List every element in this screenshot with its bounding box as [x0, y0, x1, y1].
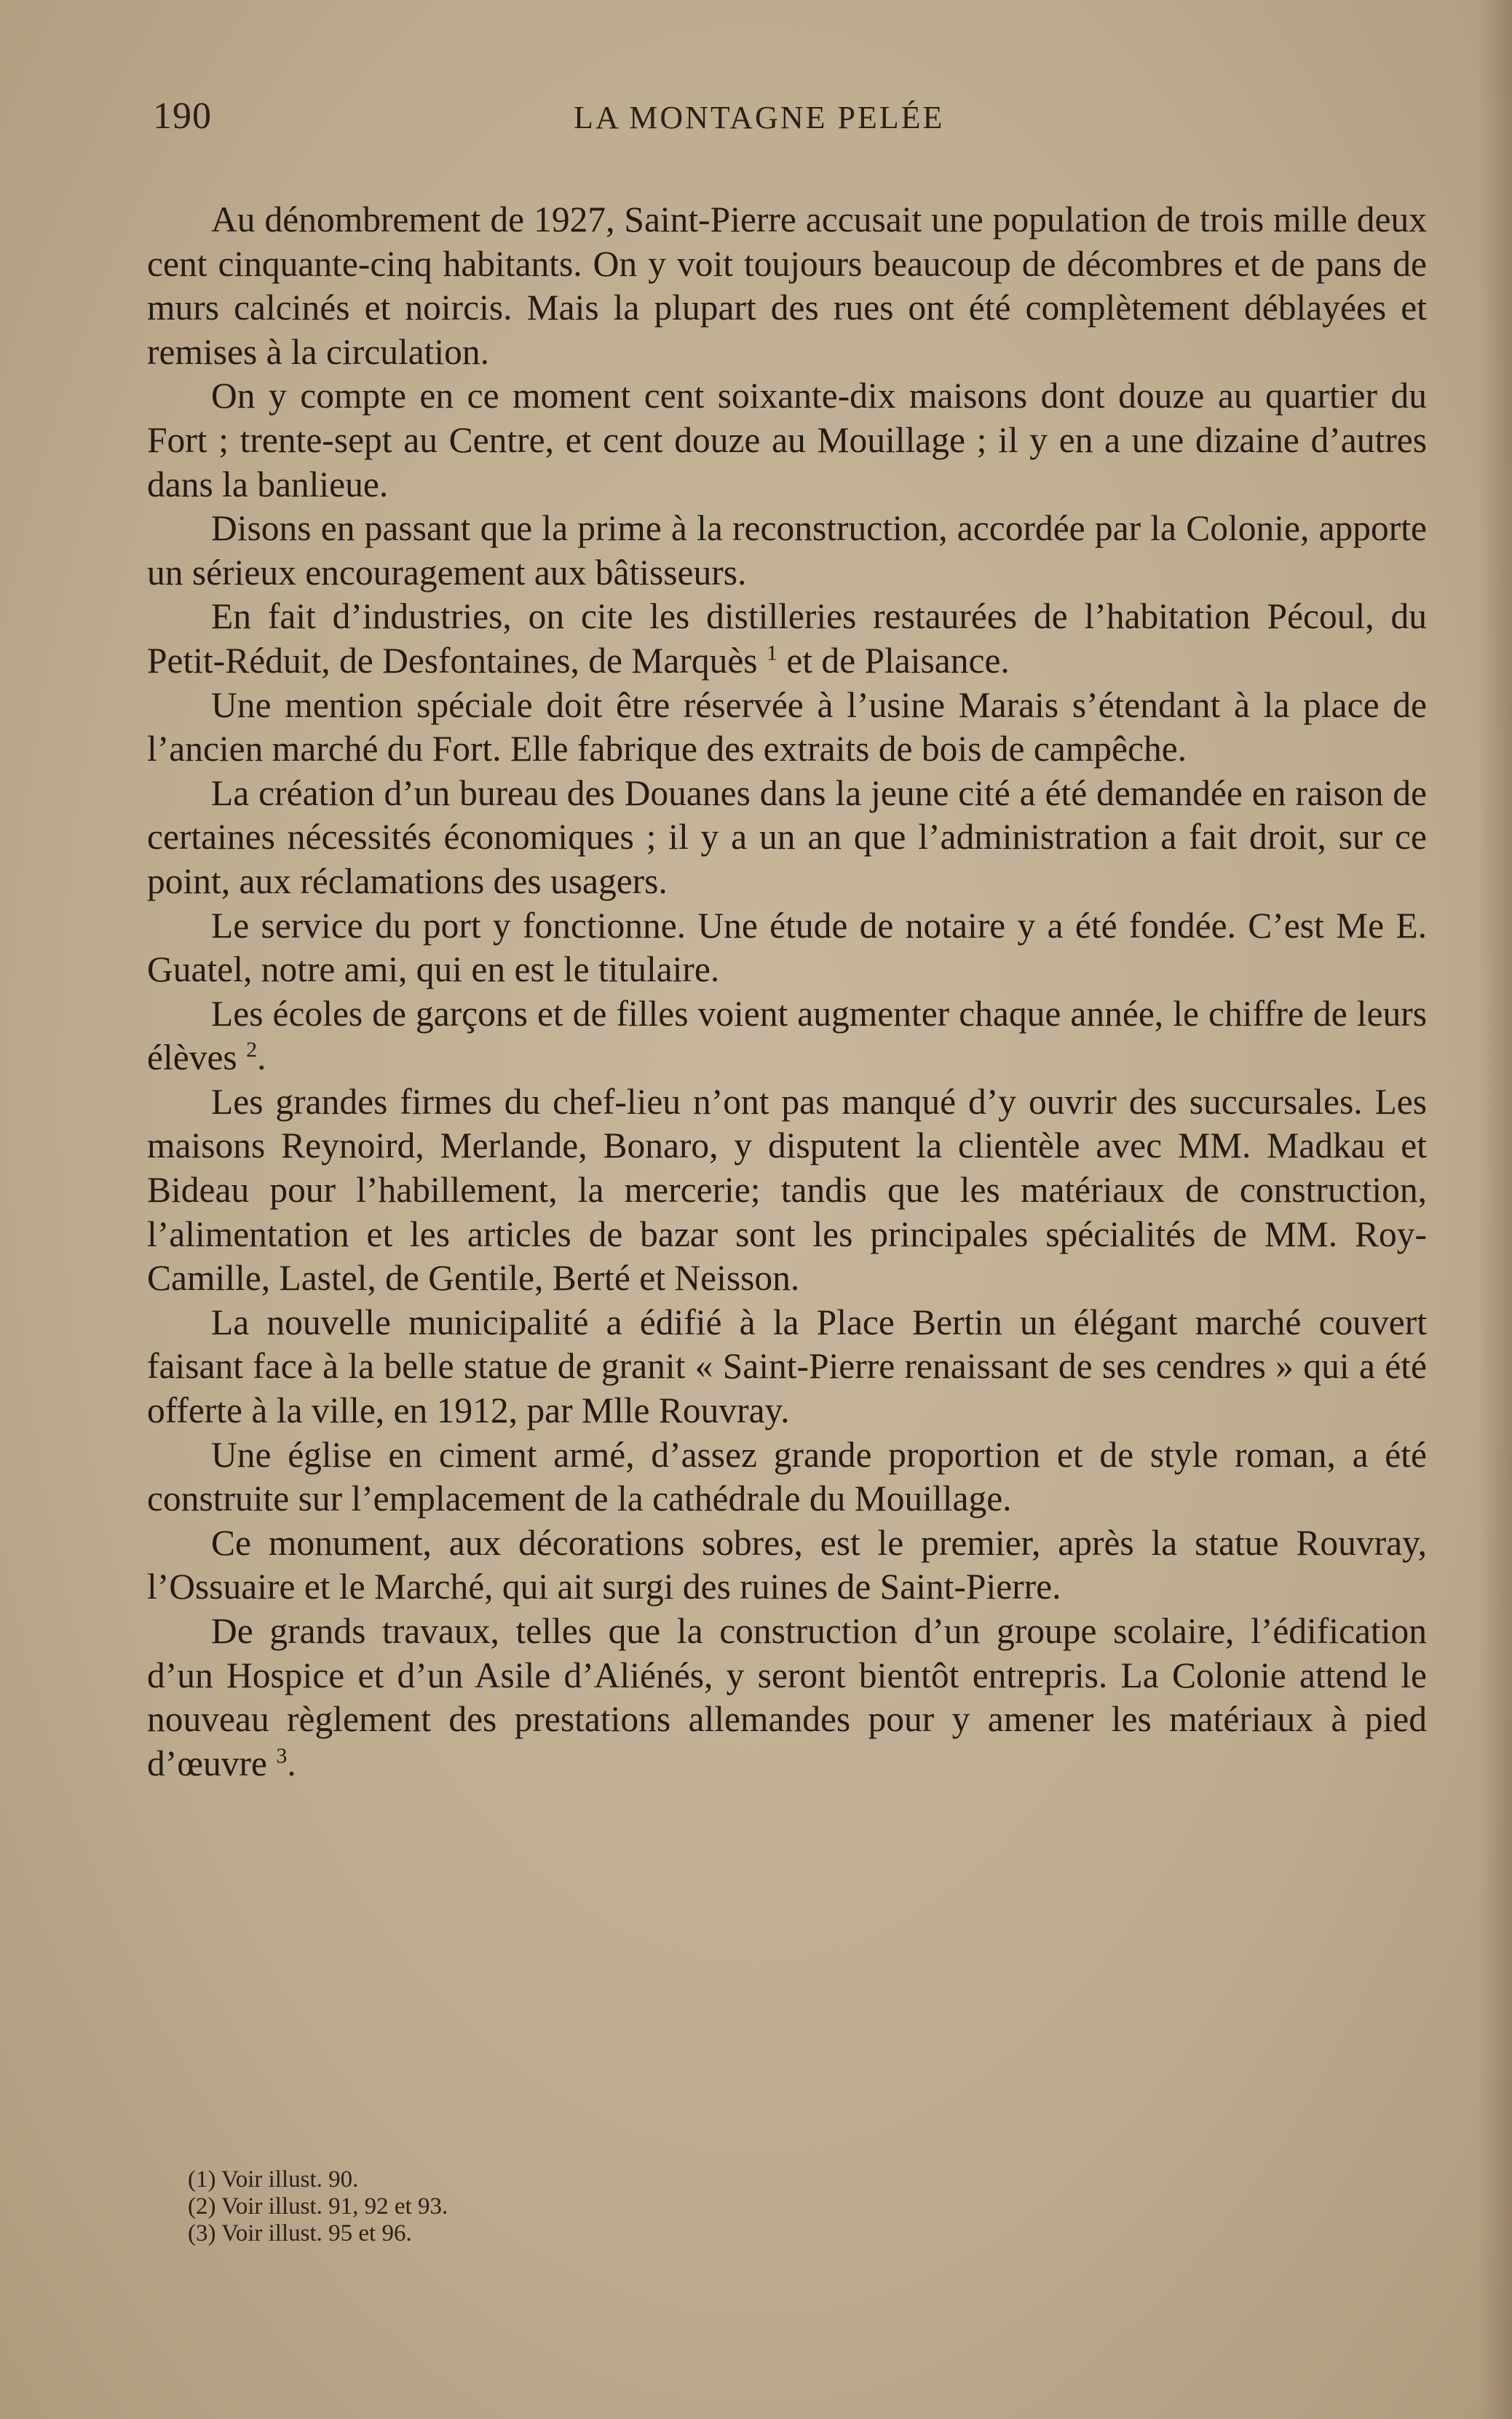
- footnote-marker: 2: [246, 1037, 258, 1062]
- page-edge-shadow: [1479, 0, 1512, 2419]
- paragraph: Le service du port y fonctionne. Une étude de notaire y a été fondée. C’est Me E. Guatel, notre ami, qui en est le titulaire.: [147, 905, 1427, 990]
- paragraph: On y compte en ce moment cent soixante-dix maisons dont douze au quartier du Fort ; trente-sept au Centre, et cent douze au Mouillage ; il y en a une dizaine d’autres dans la banlieue.: [147, 376, 1427, 504]
- paragraph: La nouvelle municipalité a édifié à la Place Bertin un élégant marché couvert faisant face à la belle statue de granit « Saint-Pierre renaissant de ses cendres » qui a été offerte à la ville, en 1912, par Mlle Rouvray.: [147, 1302, 1427, 1431]
- paragraph: Disons en passant que la prime à la reconstruction, accordée par la Colonie, apporte un sérieux encouragement aux bâtisseurs.: [147, 508, 1427, 593]
- footnote-marker: 1: [766, 641, 777, 665]
- footnote: (2) Voir illust. 91, 92 et 93.: [188, 2193, 448, 2220]
- footnote: (3) Voir illust. 95 et 96.: [188, 2220, 412, 2246]
- footnote-marker: 3: [276, 1743, 288, 1768]
- paragraph: Une église en ciment armé, d’assez grande proportion et de style roman, a été construite sur l’emplacement de la cathédrale du Mouillage.: [147, 1434, 1427, 1519]
- page-header: [153, 95, 1434, 146]
- paragraph: En fait d’industries, on cite les distilleries restaurées de l’habitation Pécoul, du Petit-Réduit, de Desfontaines, de Marquès $^1$ et de Plaisance.: [147, 596, 1427, 681]
- paragraph: De grands travaux, telles que la construction d’un groupe scolaire, l’édification d’un Hospice et d’un Asile d’Aliénés, y seront bientôt entrepris. La Colonie attend le nouveau règlement des prestations allemandes pour y amener les matériaux à pied d’œuvre $^3$.: [147, 1611, 1427, 1783]
- body-text: [147, 198, 1427, 1786]
- footnote: (1) Voir illust. 90.: [188, 2166, 359, 2193]
- paragraph: Les écoles de garçons et de filles voient augmenter chaque année, le chiffre de leurs élèves $^2$.: [147, 993, 1427, 1078]
- running-title: LA MONTAGNE PELÉE: [574, 100, 945, 135]
- paragraph: Les grandes firmes du chef-lieu n’ont pas manqué d’y ouvrir des succursales. Les maisons Reynoird, Merlande, Bonaro, y disputent la clientèle avec MM. Madkau et Bideau pour l’habillement, la mercerie; tandis que les matériaux de construction, l’alimentation et les articles de bazar sont les principales spécialités de MM. Roy-Camille, Lastel, de Gentile, Berté et Neisson.: [147, 1081, 1427, 1299]
- paragraph: Au dénombrement de 1927, Saint-Pierre accusait une population de trois mille deux cent cinquante-cinq habitants. On y voit toujours beaucoup de décombres et de pans de murs calcinés et noircis. Mais la plupart des rues ont été complètement déblayées et remises à la circulation.: [147, 199, 1427, 372]
- page-number: 190: [153, 95, 212, 137]
- paragraph: La création d’un bureau des Douanes dans la jeune cité a été demandée en raison de certaines nécessités économiques ; il y a un an que l’administration a fait droit, sur ce point, aux réclamations des usagers.: [147, 772, 1427, 901]
- paragraph: Ce monument, aux décorations sobres, est le premier, après la statue Rouvray, l’Ossuaire et le Marché, qui ait surgi des ruines de Saint-Pierre.: [147, 1522, 1427, 1607]
- paragraph: Une mention spéciale doit être réservée à l’usine Marais s’étendant à la place de l’ancien marché du Fort. Elle fabrique des extraits de bois de campêche.: [147, 684, 1427, 769]
- footnotes: [188, 2166, 1061, 2247]
